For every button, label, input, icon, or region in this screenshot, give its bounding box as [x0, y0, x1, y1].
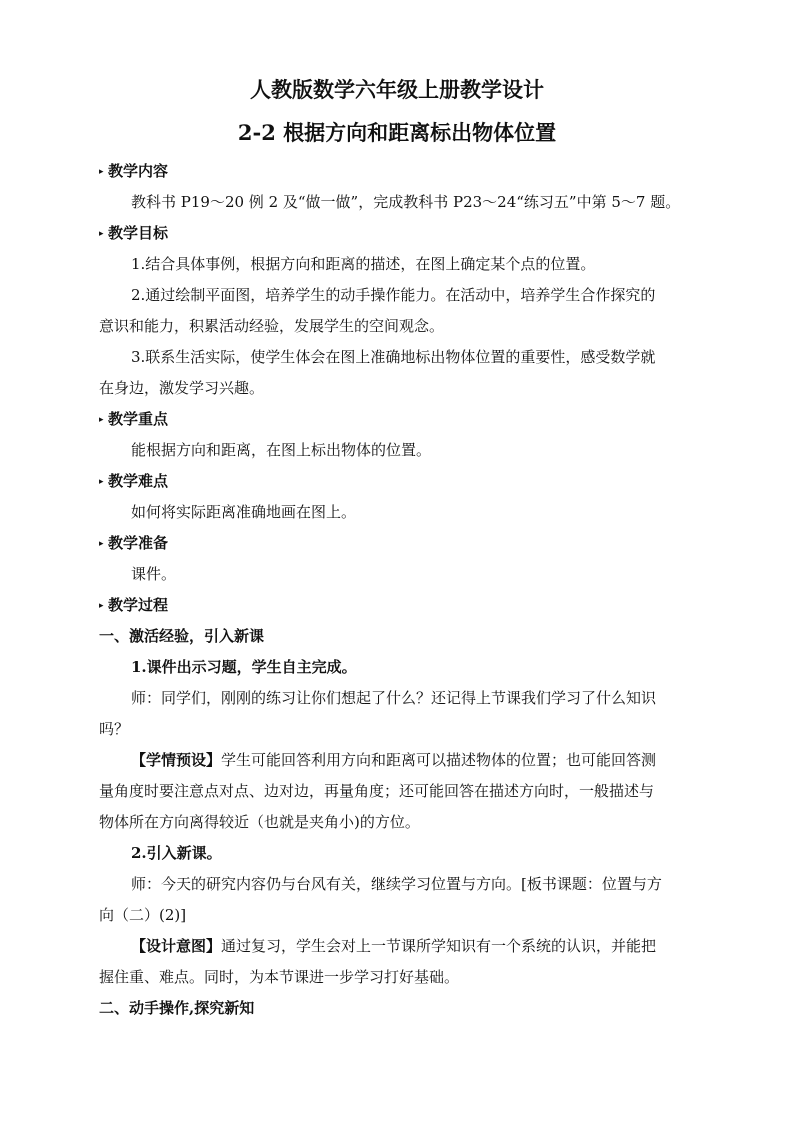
goal-item-2-line-2: 意识和能力，积累活动经验，发展学生的空间观念。	[99, 317, 445, 335]
teacher-line-1: 师：同学们，刚刚的练习让你们想起了什么？还记得上节课我们学习了什么知识	[131, 689, 657, 707]
bullet-marker-icon: ▸	[99, 601, 104, 611]
preview-paragraph-line-3: 物体所在方向离得较近（也就是夹角小)的方位。	[99, 813, 420, 831]
bullet-marker-icon: ▸	[99, 539, 104, 549]
part-1-heading: 一、激活经验，引入新课	[99, 627, 265, 645]
teacher-line-1-cont: 吗？	[99, 720, 130, 738]
bullet-marker-icon: ▸	[99, 167, 104, 177]
bullet-marker-icon: ▸	[99, 477, 104, 487]
preview-paragraph-line-2: 量角度时要注意点对点、边对边，再量角度；还可能回答在描述方向时，一般描述与	[99, 782, 655, 800]
lesson-title: 2-2 根据方向和距离标出物体位置	[237, 120, 557, 145]
section-heading-goals: ▸ 教学目标	[99, 224, 169, 242]
preparation-text: 课件。	[131, 565, 177, 583]
section-heading-process: ▸ 教学过程	[99, 596, 169, 614]
preview-paragraph-line-1: 【学情预设】学生可能回答利用方向和距离可以描述物体的位置；也可能回答测	[131, 751, 657, 769]
bullet-marker-icon: ▸	[99, 415, 104, 425]
key-points-text: 能根据方向和距离，在图上标出物体的位置。	[131, 441, 432, 459]
part-1-step-1: 1.课件出示习题，学生自主完成。	[131, 658, 357, 676]
part-2-heading: 二、动手操作,探究新知	[99, 999, 255, 1017]
intent-paragraph-line-2: 握住重、难点。同时，为本节课进一步学习打好基础。	[99, 968, 460, 986]
intent-paragraph-line-1: 【设计意图】通过复习，学生会对上一节课所学知识有一个系统的认识，并能把	[131, 937, 657, 955]
document-title: 人教版数学六年级上册教学设计	[250, 77, 544, 102]
part-1-step-2: 2.引入新课。	[131, 844, 222, 862]
content-text: 教科书 P19～20 例 2 及“做一做”，完成教科书 P23～24“练习五”中第 5～7 题。	[131, 193, 681, 211]
preview-tag: 【学情预设】	[131, 751, 222, 769]
section-heading-content: ▸ 教学内容	[99, 162, 169, 180]
goal-item-1: 1.结合具体事例，根据方向和距离的描述，在图上确定某个点的位置。	[131, 255, 596, 273]
intent-tag: 【设计意图】	[131, 937, 222, 955]
section-heading-key-points: ▸ 教学重点	[99, 410, 169, 428]
goal-item-3-line-1: 3.联系生活实际，使学生体会在图上准确地标出物体位置的重要性，感受数学就	[131, 348, 656, 366]
goal-item-3-line-2: 在身边，激发学习兴趣。	[99, 379, 265, 397]
teacher-line-2-cont: 向（二）(2)]	[99, 906, 187, 924]
bullet-marker-icon: ▸	[99, 229, 104, 239]
teacher-line-2: 师：今天的研究内容仍与台风有关，继续学习位置与方向。[板书课题：位置与方	[131, 875, 662, 893]
section-heading-difficulties: ▸ 教学难点	[99, 472, 169, 490]
goal-item-2-line-1: 2.通过绘制平面图，培养学生的动手操作能力。在活动中，培养学生合作探究的	[131, 286, 656, 304]
section-heading-preparation: ▸ 教学准备	[99, 534, 169, 552]
difficulties-text: 如何将实际距离准确地画在图上。	[131, 503, 357, 521]
